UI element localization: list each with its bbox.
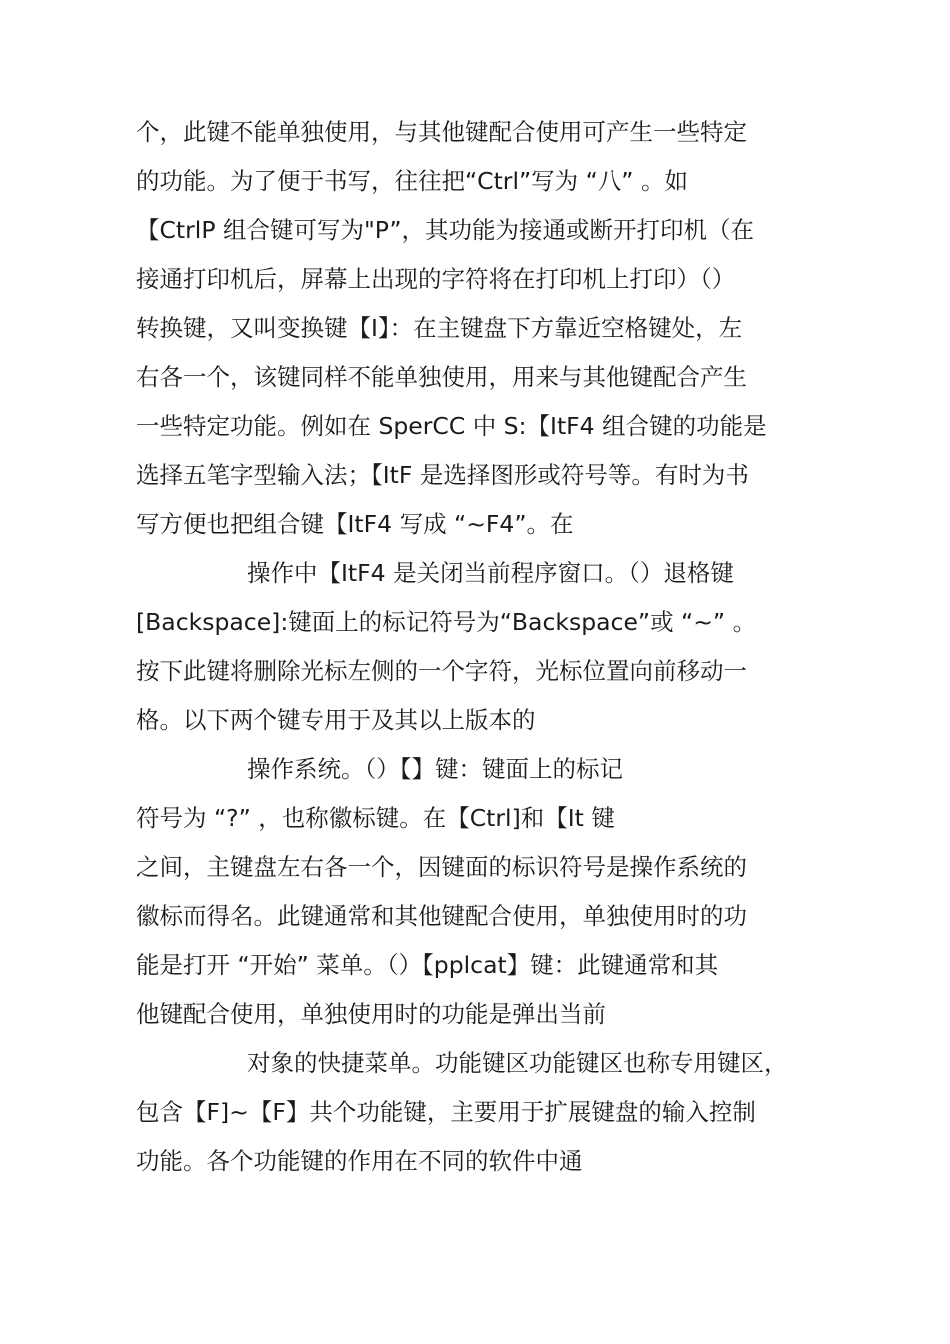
text-line: [Backspace]:键面上的标记符号为“Backspace”或 “~” 。 [136, 608, 757, 636]
text-line: 徽标而得名。此键通常和其他键配合使用，单独使用时的功 [136, 902, 747, 930]
text-line: 按下此键将删除光标左侧的一个字符，光标位置向前移动一 [136, 657, 747, 685]
text-line: 写方便也把组合键【ItF4 写成 “~F4”。在 [136, 510, 574, 538]
text-line-indented: 对象的快捷菜单。功能键区功能键区也称专用键区， [247, 1049, 788, 1077]
text-line: 一些特定功能。例如在 SperCC 中 S:【ItF4 组合键的功能是 [136, 412, 767, 440]
text-line: 选择五笔字型输入法；【ItF 是选择图形或符号等。有时为书 [136, 461, 749, 489]
text-line: 的功能。为了便于书写，往往把“Ctrl”写为 “八” 。如 [136, 167, 688, 195]
text-line: 转换键，又叫变换键【I】：在主键盘下方靠近空格键处，左 [136, 314, 743, 342]
text-line: 符号为 “?” ，也称徽标键。在【Ctrl]和【It 键 [136, 804, 615, 832]
text-line: 【CtrlP 组合键可写为"P”，其功能为接通或断开打印机（在 [136, 216, 755, 244]
text-line: 功能。各个功能键的作用在不同的软件中通 [136, 1147, 583, 1175]
text-line: 之间，主键盘左右各一个，因键面的标识符号是操作系统的 [136, 853, 747, 881]
text-line: 接通打印机后，屏幕上出现的字符将在打印机上打印）（） [136, 265, 736, 293]
text-line: 包含【F]~【F】共个功能键，主要用于扩展键盘的输入控制 [136, 1098, 756, 1126]
text-line-indented: 操作系统。（）【】键：键面上的标记 [247, 755, 623, 783]
text-line: 个，此键不能单独使用，与其他键配合使用可产生一些特定 [136, 118, 747, 146]
text-line-indented: 操作中【ItF4 是关闭当前程序窗口。（）退格键 [247, 559, 734, 587]
text-line: 右各一个，该键同样不能单独使用，用来与其他键配合产生 [136, 363, 747, 391]
text-line: 他键配合使用，单独使用时的功能是弹出当前 [136, 1000, 606, 1028]
text-line: 能是打开 “开始” 菜单。（）【pplcat】键：此键通常和其 [136, 951, 719, 979]
text-line: 格。以下两个键专用于及其以上版本的 [136, 706, 536, 734]
